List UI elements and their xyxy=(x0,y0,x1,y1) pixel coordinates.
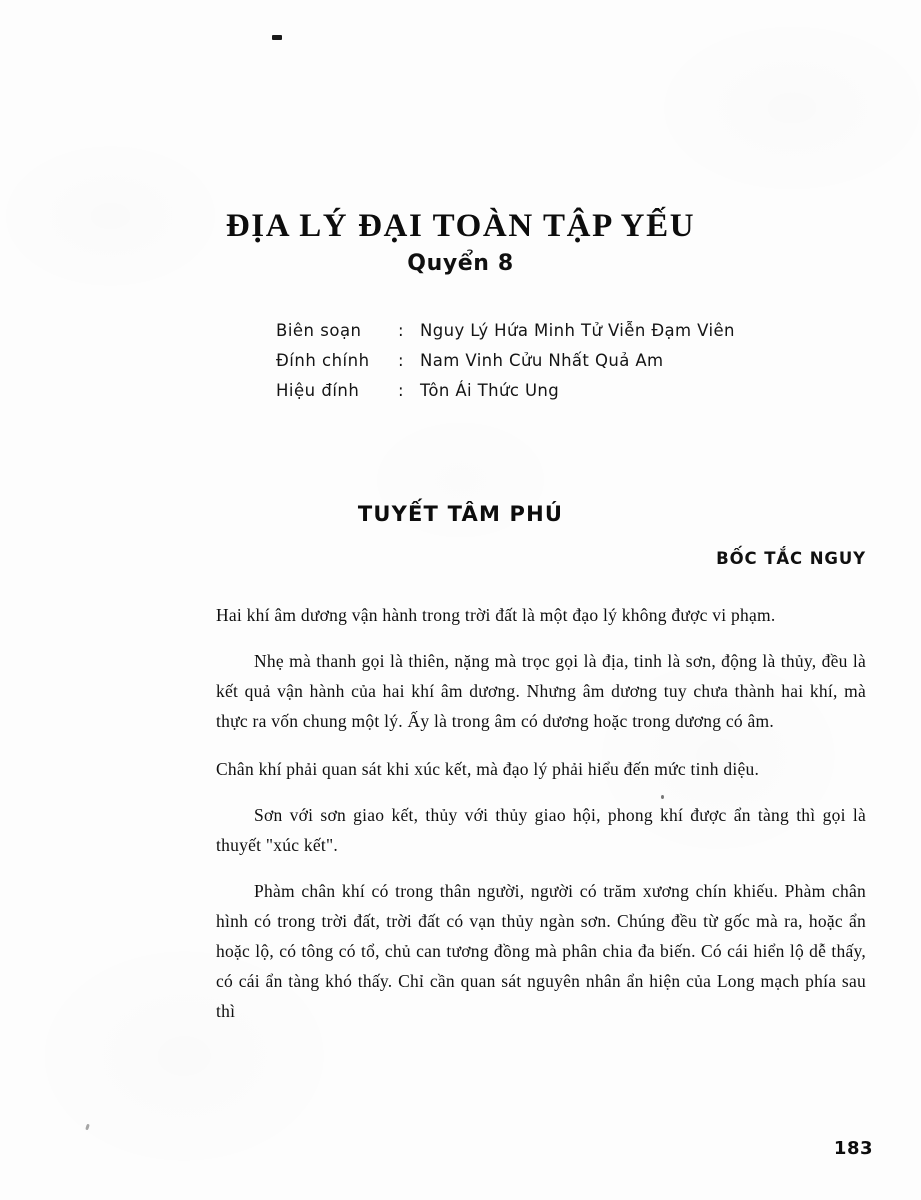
body-paragraph: Hai khí âm dương vận hành trong trời đất là một đạo lý không được vi phạm. xyxy=(216,605,776,625)
credit-label: Hiệu đính xyxy=(276,381,360,400)
body-paragraph: Nhẹ mà thanh gọi là thiên, nặng mà trọc gọi là địa, tinh là sơn, động là thủy, đều là kết quả vận hành của hai khí âm dương. Nhưng âm dương tuy chưa thành hai khí, mà thực ra vốn chung một lý. Ấy là trong âm có dương hoặc trong dương có âm. xyxy=(216,651,866,731)
credit-colon: : xyxy=(398,351,404,370)
credit-row xyxy=(276,348,735,374)
scan-artifact-dash xyxy=(272,35,282,40)
page-number: 183 xyxy=(833,1138,873,1159)
section-title: TUYẾT TÂM PHÚ xyxy=(357,502,564,527)
credit-label: Biên soạn xyxy=(276,321,362,340)
credit-row xyxy=(276,378,735,404)
book-title: ĐỊA LÝ ĐẠI TOÀN TẬP YẾU xyxy=(225,208,696,245)
body-paragraph: Phàm chân khí có trong thân người, người có trăm xương chín khiếu. Phàm chân hình có trong trời đất, trời đất có vạn thủy ngàn sơn. Chúng đều từ gốc mà ra, hoặc ẩn hoặc lộ, có tông có tổ, chủ can tương đồng mà phân chia đa biến. Có cái hiển lộ dễ thấy, có cái ẩn tàng khó thấy. Chỉ cần quan sát nguyên nhân ẩn hiện của Long mạch phía sau thì xyxy=(216,881,866,1021)
volume-label: Quyển 8 xyxy=(407,251,514,276)
scan-artifact-speck xyxy=(85,1124,90,1131)
credit-colon: : xyxy=(398,381,404,400)
credit-value: Tôn Ái Thức Ung xyxy=(420,381,560,400)
credit-value: Nguy Lý Hứa Minh Tử Viễn Đạm Viên xyxy=(420,321,735,340)
body-text-column xyxy=(216,600,866,1044)
credit-colon: : xyxy=(398,321,404,340)
credit-label: Đính chính xyxy=(276,351,370,370)
body-paragraph: Sơn với sơn giao kết, thủy với thủy giao hội, phong khí được ẩn tàng thì gọi là thuyết "xúc kết". xyxy=(216,805,866,855)
section-byline: BỐC TẮC NGUY xyxy=(716,549,866,568)
credit-value: Nam Vinh Cửu Nhất Quả Am xyxy=(420,351,664,370)
credit-row xyxy=(276,318,735,344)
credits-block xyxy=(276,318,735,408)
body-paragraph: Chân khí phải quan sát khi xúc kết, mà đạo lý phải hiểu đến mức tinh diệu. xyxy=(216,759,760,779)
